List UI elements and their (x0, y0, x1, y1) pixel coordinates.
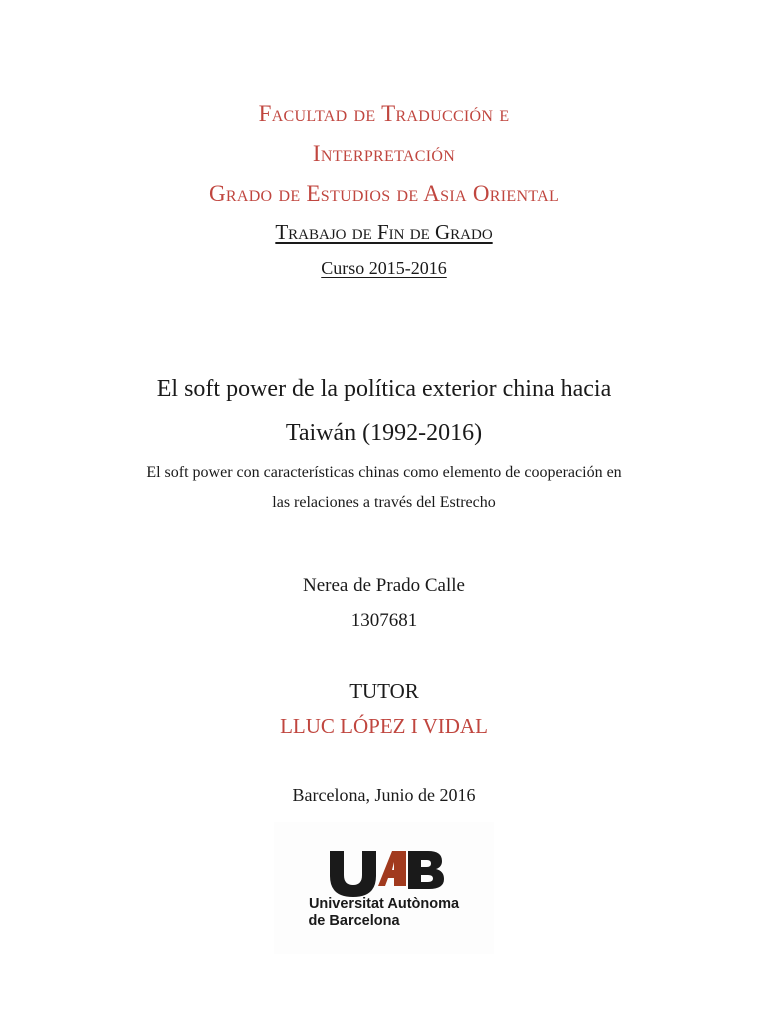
place-date: Barcelona, Junio de 2016 (292, 785, 476, 805)
logo-text-line-2: de Barcelona (308, 913, 400, 929)
faculty-line-1: Facultad de Traducción e (258, 101, 510, 126)
thesis-title-line-2: Taiwán (1992-2016) (285, 420, 483, 446)
logo-letter-b (408, 851, 444, 889)
tutor-label: TUTOR (349, 679, 419, 703)
thesis-subtitle-line-1: El soft power con características chinas como elemento de cooperación en (146, 464, 622, 481)
tutor-name: LLUC LÓPEZ I VIDAL (280, 714, 488, 738)
degree-name: Grado de Estudios de Asia Oriental (208, 181, 560, 206)
thesis-subtitle-line-2: las relaciones a través del Estrecho (272, 494, 496, 511)
student-id: 1307681 (350, 610, 418, 631)
author-name: Nerea de Prado Calle (303, 575, 465, 596)
logo-letter-a (378, 851, 406, 886)
uab-logo (274, 822, 494, 954)
faculty-line-2: Interpretación (312, 141, 456, 166)
course-year: Curso 2015-2016 (321, 258, 447, 278)
uab-logo-graphic (274, 822, 494, 954)
logo-text-line-1: Universitat Autònoma (308, 896, 460, 912)
logo-letter-u (330, 851, 376, 897)
thesis-title-line-1: El soft power de la política exterior china hacia (156, 376, 612, 402)
document-type: Trabajo de Fin de Grado (275, 220, 493, 244)
